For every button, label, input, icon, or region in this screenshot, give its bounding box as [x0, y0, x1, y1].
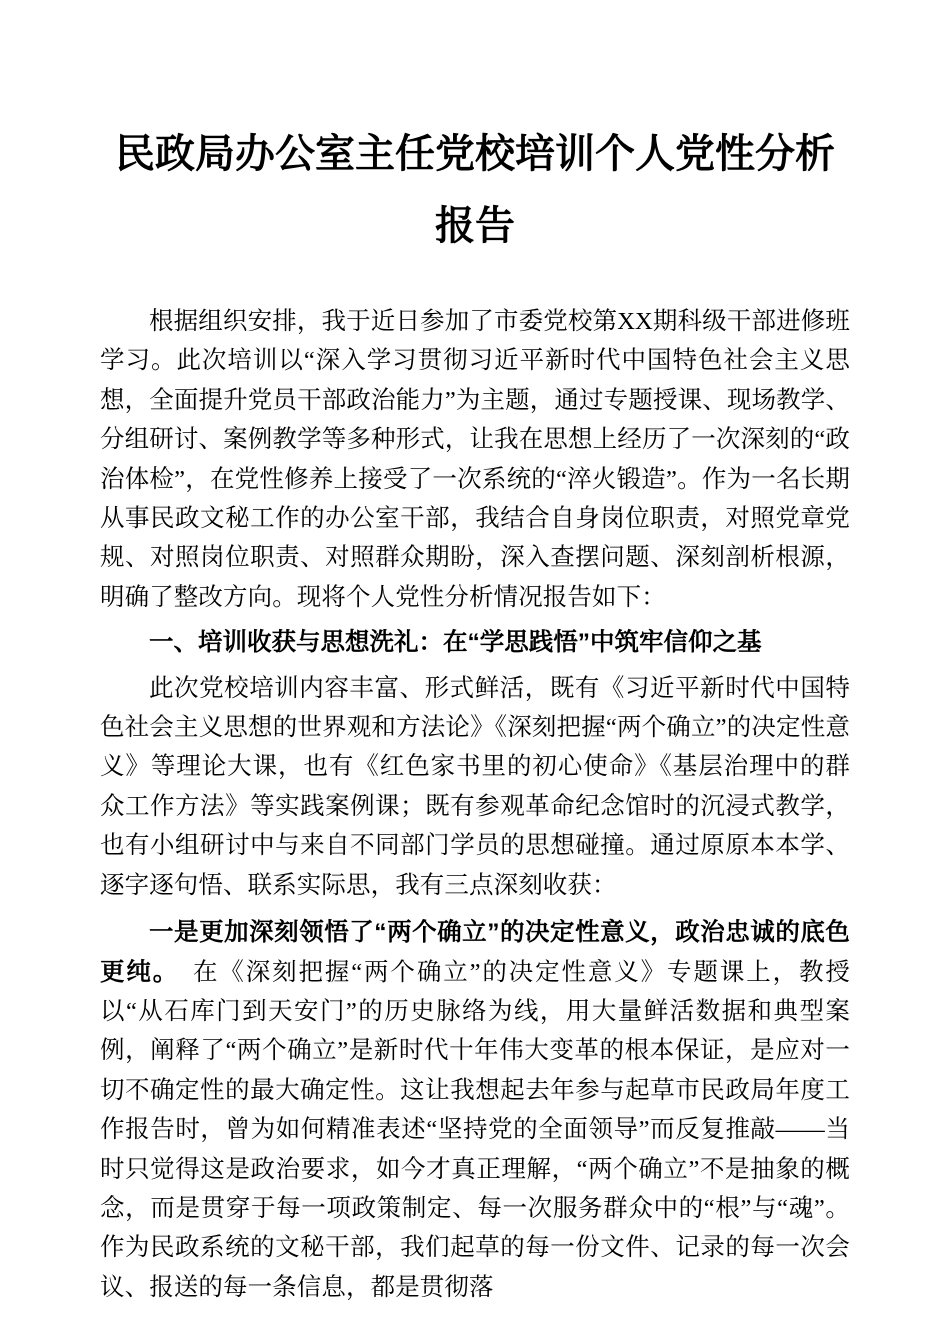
- point-one-lead-in: 一是更加深刻领悟了“两个确立”的决定性意义，政治忠诚的底色更纯。: [100, 919, 850, 986]
- intro-paragraph: 根据组织安排，我于近日参加了市委党校第XX期科级干部进修班学习。此次培训以“深入学习贯彻习近平新时代中国特色社会主义思想，全面提升党员干部政治能力”为主题，通过专题授课、现场教学、分组研讨、案例教学等多种形式，让我在思想上经历了一次深刻的“政治体检”，在党性修养上接受了一次系统的“淬火锻造”。作为一名长期从事民政文秘工作的办公室干部，我结合自身岗位职责，对照党章党规、对照岗位职责、对照群众期盼，深入查摆问题、深刻剖析根源，明确了整改方向。现将个人党性分析情况报告如下：: [100, 308, 850, 611]
- training-content-paragraph: 此次党校培训内容丰富、形式鲜活，既有《习近平新时代中国特色社会主义思想的世界观和方法论》《深刻把握“两个确立”的决定性意义》等理论大课，也有《红色家书里的初心使命》《基层治理中的群众工作方法》等实践案例课；既有参观革命纪念馆时的沉浸式教学，也有小组研讨中与来自不同部门学员的思想碰撞。通过原原本本学、逐字逐句悟、联系实际思，我有三点深刻收获：: [100, 674, 850, 899]
- document-content: [100, 0, 850, 1307]
- section-heading-one: 一、培训收获与思想洗礼：在“学思践悟”中筑牢信仰之基: [149, 629, 762, 657]
- page-title: 民政局办公室主任党校培训个人党性分析报告: [115, 132, 835, 248]
- point-one-paragraph: [100, 913, 850, 1307]
- point-one-body: 在《深刻把握“两个确立”的决定性意义》专题课上，教授以“从石库门到天安门”的历史脉络为线，用大量鲜活数据和典型案例，阐释了“两个确立”是新时代十年伟大变革的根本保证，是应对一切不确定性的最大确定性。这让我想起去年参与起草市民政局年度工作报告时，曾为如何精准表述“坚持党的全面领导”而反复推敲——当时只觉得这是政治要求，如今才真正理解，“两个确立”不是抽象的概念，而是贯穿于每一项政策制定、每一次服务群众中的“根”与“魂”。作为民政系统的文秘干部，我们起草的每一份文件、记录的每一次会议、报送的每一条信息，都是贯彻落: [100, 958, 850, 1301]
